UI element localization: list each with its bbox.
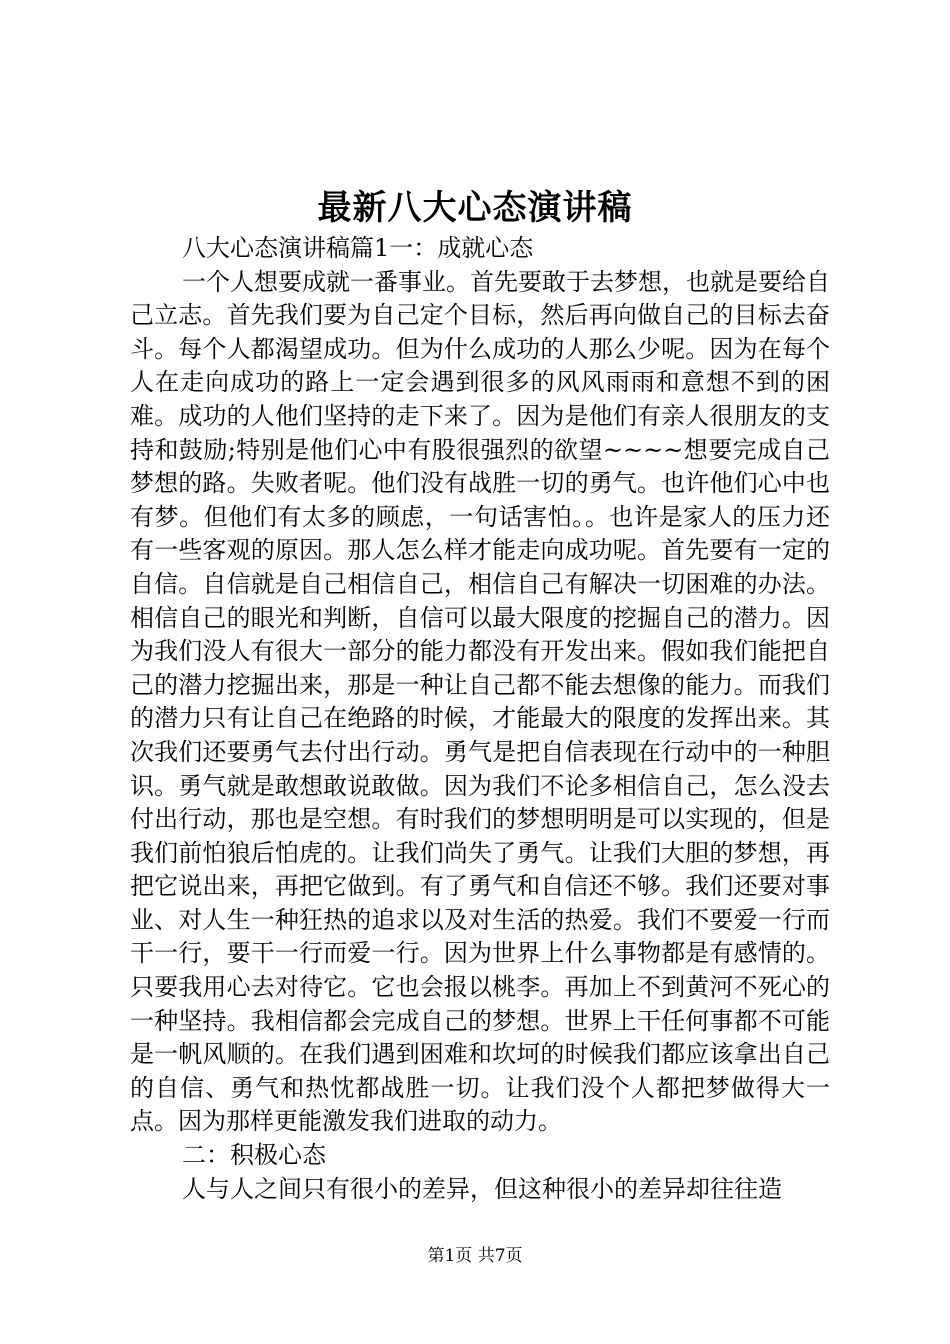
page-footer: 第1页 共7页 — [427, 1246, 523, 1266]
document-title: 最新八大心态演讲稿 — [317, 188, 633, 228]
document-body — [130, 232, 830, 1206]
section-heading-1: 八大心态演讲稿篇1一：成就心态 — [182, 234, 534, 262]
section-heading-2: 二：积极心态 — [182, 1141, 326, 1170]
body-paragraph-1: 一个人想要成就一番事业。首先要敢于去梦想，也就是要给自己立志。首先我们要为自己定个目标，然后再向做自己的目标去奋斗。每个人都渴望成功。但为什么成功的人那么少呢。因为在每个人在走向成功的路上一定会遇到很多的风风雨雨和意想不到的困难。成功的人他们坚持的走下来了。因为是他们有亲人很朋友的支持和鼓励;特别是他们心中有股很强烈的欲望~~~~想要完成自己梦想的路。失败者呢。他们没有战胜一切的勇气。也许他们心中也有梦。但他们有太多的顾虑，一句话害怕。。也许是家人的压力还有一些客观的原因。那人怎么样才能走向成功呢。首先要有一定的自信。自信就是自己相信自己，相信自己有解决一切困难的办法。相信自己的眼光和判断，自信可以最大限度的挖掘自己的潜力。因为我们没人有很大一部分的能力都没有开发出来。假如我们能把自己的潜力挖掘出来，那是一种让自己都不能去想像的能力。而我们的潜力只有让自己在绝路的时候，才能最大的限度的发挥出来。其次我们还要勇气去付出行动。勇气是把自信表现在行动中的一种胆识。勇气就是敢想敢说敢做。因为我们不论多相信自己，怎么没去付出行动，那也是空想。有时我们的梦想明明是可以实现的，但是我们前怕狼后怕虎的。让我们尚失了勇气。让我们大胆的梦想，再把它说出来，再把它做到。有了勇气和自信还不够。我们还要对事业、对人生一种狂热的追求以及对生活的热爱。我们不要爱一行而干一行，要干一行而爱一行。因为世界上什么事物都是有感情的。只要我用心去对待它。它也会报以桃李。再加上不到黄河不死心的一种坚持。我相信都会完成自己的梦想。世界上干任何事都不可能是一帆风顺的。在我们遇到困难和坎坷的时候我们都应该拿出自己的自信、勇气和热忱都战胜一切。让我们没个人都把梦做得大一点。因为那样更能激发我们进取的动力。 — [130, 267, 830, 1136]
body-paragraph-2: 人与人之间只有很小的差异，但这种很小的差异却往往造 — [182, 1174, 782, 1203]
